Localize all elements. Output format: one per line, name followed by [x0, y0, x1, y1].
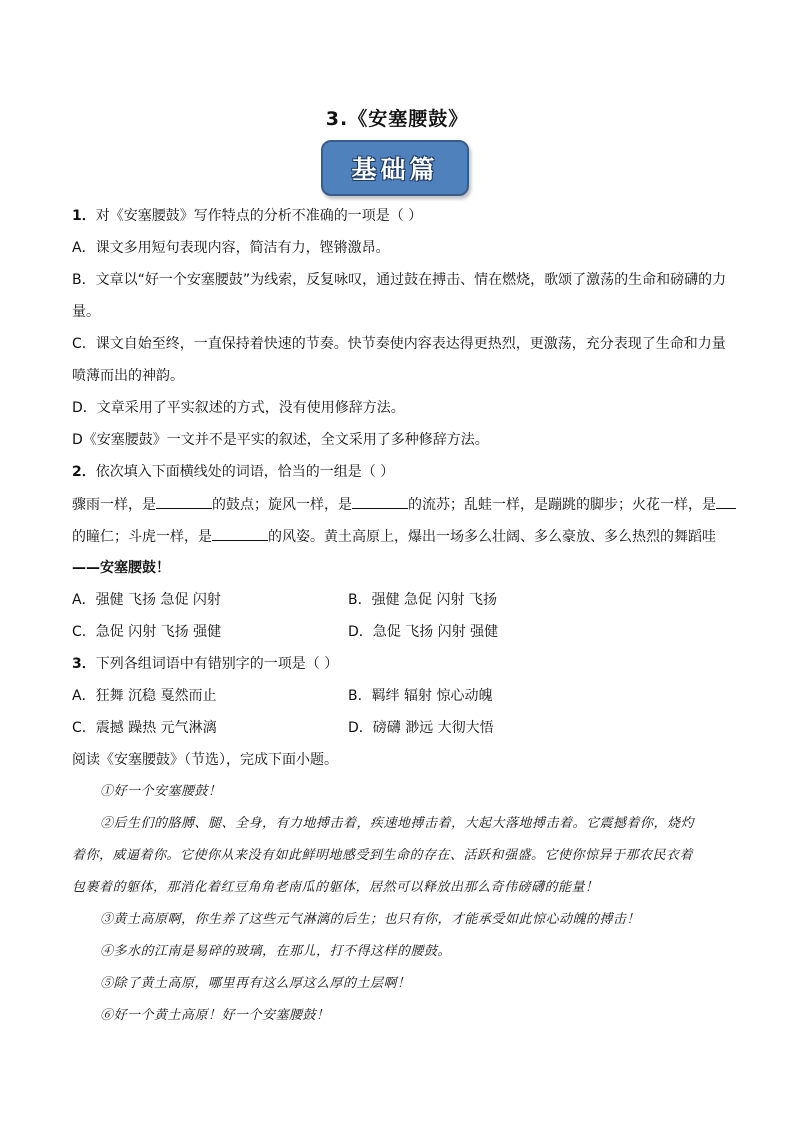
q2-option-a: A．强健 飞扬 急促 闪射 — [72, 592, 221, 608]
q3-option-b: B．羁绊 辐射 惊心动魄 — [348, 688, 493, 704]
q1-option-c-line2: 喷薄而出的神韵。 — [72, 368, 184, 384]
q1-stem-text: 对《安塞腰鼓》写作特点的分析不准确的一项是（ ） — [95, 208, 423, 224]
fill-blank-4 — [212, 526, 268, 541]
q2-passage-seg: 的鼓点；旋风一样，是 — [212, 497, 352, 513]
q3-option-a: A．狂舞 沉稳 戛然而止 — [72, 688, 217, 704]
q1-option-b-line2: 量。 — [72, 304, 100, 320]
passage-paragraph-2-line1: ②后生们的胳膊、腿、全身，有力地搏击着，疾速地搏击着，大起大落地搏击着。它震撼着你，烧灼 — [100, 816, 695, 831]
q2-passage-line3: ——安塞腰鼓！ — [72, 560, 170, 576]
q2-option-d: D．急促 飞扬 闪射 强健 — [348, 624, 499, 640]
passage-paragraph-3: ③黄土高原啊，你生养了这些元气淋漓的后生；也只有你，才能承受如此惊心动魄的搏击！ — [100, 912, 641, 927]
q2-number: 2． — [72, 464, 96, 480]
passage-paragraph-1: ①好一个安塞腰鼓！ — [100, 784, 222, 799]
q1-option-d: D．文章采用了平实叙述的方式，没有使用修辞方法。 — [72, 400, 405, 416]
q1-option-c-line1: C．课文自始至终，一直保持着快速的节奏。快节奏使内容表达得更热烈，更激荡，充分表现了生命和力量 — [72, 336, 726, 352]
q1-option-a: A．课文多用短句表现内容，简洁有力，铿锵激昂。 — [72, 240, 390, 256]
passage-paragraph-4: ④多水的江南是易碎的玻璃，在那儿，打不得这样的腰鼓。 — [100, 944, 452, 959]
q2-passage-line1 — [72, 494, 736, 515]
q2-option-b: B．强健 急促 闪射 飞扬 — [348, 592, 497, 608]
reading-intro: 阅读《安塞腰鼓》（节选），完成下面小题。 — [72, 752, 338, 768]
passage-paragraph-6: ⑥好一个黄土高原！好一个安塞腰鼓！ — [100, 1008, 330, 1023]
q1-answer-note: D《安塞腰鼓》一文并不是平实的叙述，全文采用了多种修辞方法。 — [72, 432, 489, 448]
q2-passage-seg: 的风姿。黄土高原上，爆出一场多么壮阔、多么豪放、多么热烈的舞蹈哇 — [268, 529, 716, 545]
q3-stem — [72, 654, 338, 674]
passage-paragraph-5: ⑤除了黄土高原，哪里再有这么厚这么厚的土层啊！ — [100, 976, 411, 991]
fill-blank-2 — [352, 494, 408, 509]
q3-option-c: C．震撼 躁热 元气淋漓 — [72, 720, 217, 736]
q2-option-c: C．急促 闪射 飞扬 强健 — [72, 624, 222, 640]
section-banner — [321, 140, 469, 196]
q3-stem-text: 下列各组词语中有错别字的一项是（ ） — [95, 656, 339, 672]
q2-passage-seg: 骤雨一样，是 — [72, 497, 156, 513]
q2-passage-seg: 的瞳仁；斗虎一样，是 — [72, 529, 212, 545]
page-title: 3.《安塞腰鼓》 — [325, 108, 469, 130]
q2-passage-seg: 的流苏；乱蛙一样，是蹦跳的脚步；火花一样，是 — [408, 497, 716, 513]
q2-passage-line2 — [72, 526, 716, 547]
section-banner-label: 基础篇 — [351, 155, 439, 184]
fill-blank-3 — [716, 494, 736, 509]
q1-number: 1． — [72, 208, 96, 224]
q1-stem — [72, 206, 422, 226]
passage-paragraph-2-line3: 包裹着的躯体，那消化着红豆角角老南瓜的躯体，居然可以释放出那么奇伟磅礴的能量！ — [72, 880, 599, 895]
q3-number: 3． — [72, 656, 96, 672]
q2-stem — [72, 462, 394, 482]
q1-option-b-line1: B．文章以“好一个安塞腰鼓”为线索，反复咏叹，通过鼓在搏击、情在燃烧，歌颂了激荡的生命和磅礴的力 — [72, 272, 727, 288]
passage-paragraph-2-line2: 着你，威逼着你。它使你从来没有如此鲜明地感受到生命的存在、活跃和强盛。它使你惊异于那农民衣着 — [72, 848, 694, 863]
q3-option-d: D．磅礴 渺远 大彻大悟 — [348, 720, 494, 736]
q2-stem-text: 依次填入下面横线处的词语，恰当的一组是（ ） — [95, 464, 395, 480]
fill-blank-1 — [156, 494, 212, 509]
